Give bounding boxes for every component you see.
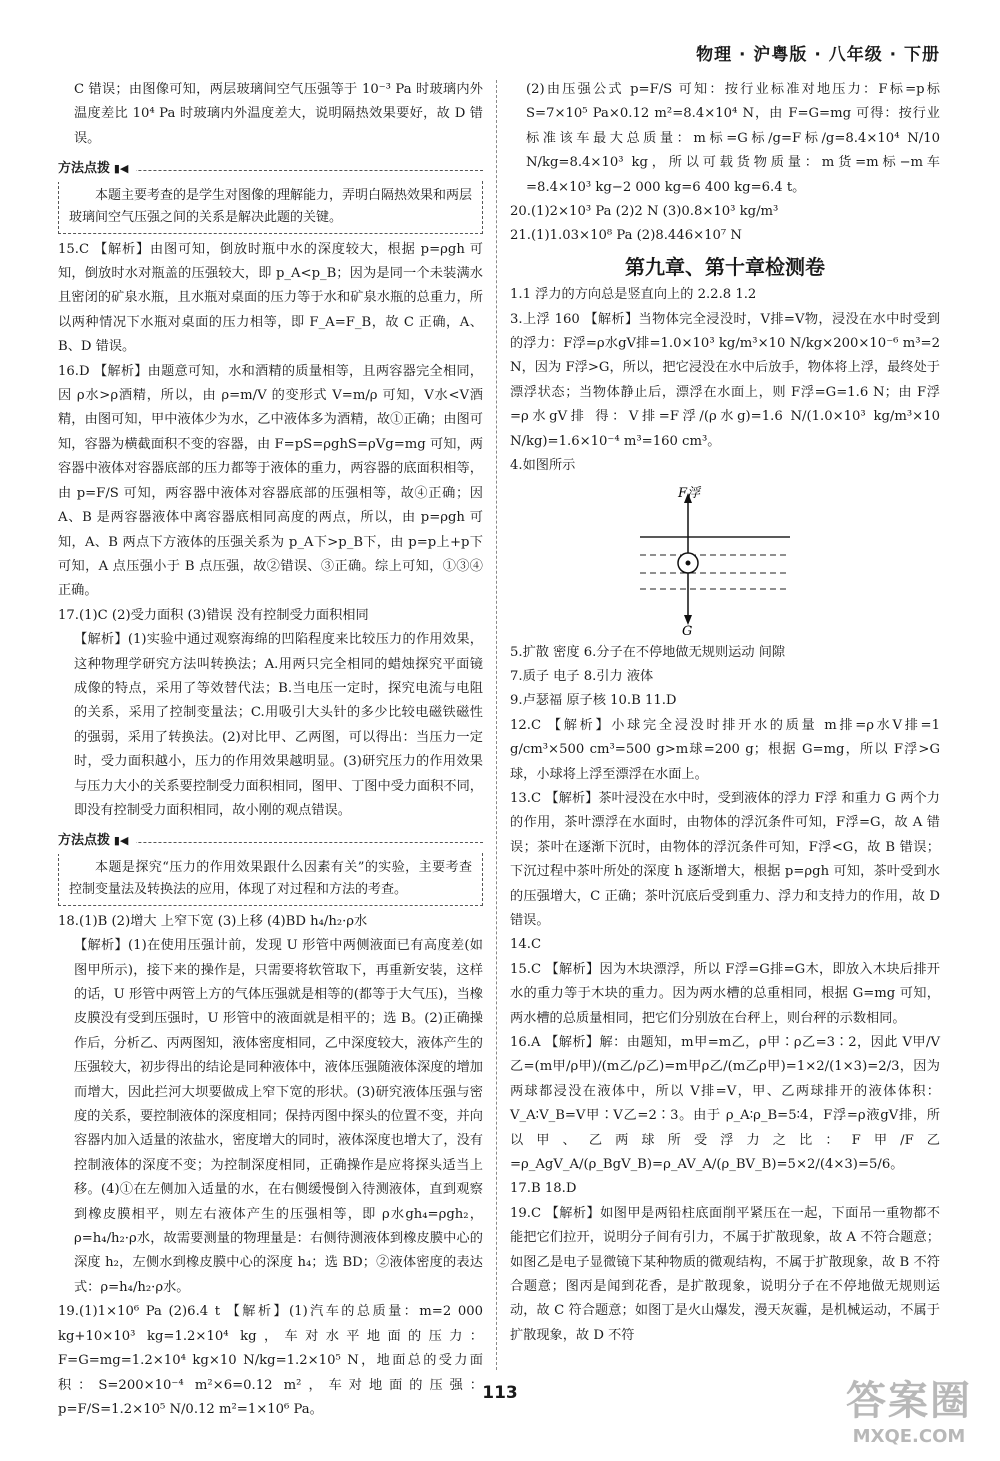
answer-item: 16.A 【解析】解：由题知，m甲=m乙，ρ甲∶ρ乙=3∶2，因此 V甲/V乙=(m甲/ρ甲)/(m乙/ρ乙)=m甲ρ乙/(m乙ρ甲)=1×2/(1×3)=2/3，因为两球都浸没在液体中，所以 V排=V，甲、乙两球排开的液体体积：V_A∶V_B=V甲∶V乙=2∶3。由于 ρ_A∶ρ_B=5∶4，F浮=ρ液gV排，所以甲、乙两球所受浮力之比：F甲/F乙=ρ_AgV_A/(ρ_BgV_B)=ρ_AV_A/(ρ_BV_B)=5×2/(4×3)=5/6。 — [510, 1035, 940, 1173]
right-column — [510, 78, 940, 1348]
answer-item: 16.D 【解析】由题意可知，水和酒精的质量相等，且两容器完全相同，因 ρ水>ρ酒精，所以，由 ρ=m/V 的变形式 V=m/ρ 可知，V水<V酒精，由图可知，甲中液体少为水，乙中液体多为酒精，故①正确；由图可知，容器为横截面积不变的容器，由 F=pS=ρghS=ρVg=mg 可知，两容器中液体对容器底部的压力都等于液体的重力，两容器的底面积相等，由 p=F/S 可知，两容器中液体对容器底部的压强相等，故④正确；因 A、B 是两容器液体中离容器底相同高度的两点，所以，由 p=ρgh 可知，A、B 两点下方液体的压强关系为 p_A下>p_B下，由 p=p上+p下 可知，A 点压强小于 B 点压强，故②错误、③正确。综上可知，①③④正确。 — [58, 363, 483, 599]
left-column — [58, 78, 483, 1422]
answer-item: 21.(1)1.03×10⁸ Pa (2)8.446×10⁷ N — [510, 228, 742, 244]
answer-item: 5.扩散 密度 6.分子在不停地做无规则运动 间隙 — [510, 644, 786, 660]
page-header: 物理 · 沪粤版 · 八年级 · 下册 — [696, 45, 940, 65]
answer-item: 1.1 浮力的方向总是竖直向上的 2.2.8 1.2 — [510, 287, 757, 303]
answer-item: (2)由压强公式 p=F/S 可知：按行业标准对地压力：F标=p标S=7×10⁵ Pa×0.12 m²=8.4×10⁴ N，由 F=G=mg 可得：按行业标准该车最大总质量：m标=G标/g=F标/g=8.4×10⁴ N/10 N/kg=8.4×10³ kg，所以可载货物质量：m货=m标−m车=8.4×10³ kg−2 000 kg=6 400 kg=6.4 t。 — [526, 82, 940, 195]
ball-center — [686, 560, 691, 565]
answer-item: 9.卢瑟福 原子核 10.B 11.D — [510, 693, 677, 709]
method-tip — [58, 829, 483, 905]
method-tip-title: 方法点拨 ▮◀ — [58, 829, 136, 853]
answer-item: 13.C 【解析】茶叶浸没在水中时，受到液体的浮力 F浮 和重力 G 两个力的作用，茶叶漂浮在水面时，由物体的浮沉条件可知，F浮=G，故 A 错误；茶叶在逐渐下沉时，由物体的浮沉条件可知，F浮<G，故 B 错误；下沉过程中茶叶所处的深度 h 逐渐增大，根据 p=ρgh 可知，茶叶受到水的压强增大，C 正确；茶叶沉底后受到重力、浮力和支持力的作用，故 D 错误。 — [510, 790, 940, 928]
answer-item: C 错误；由图像可知，两层玻璃间空气压强等于 10⁻³ Pa 时玻璃内外温度差比 10⁴ Pa 时玻璃内外温度差大，说明隔热效果要好，故 D 错误。 — [74, 82, 483, 146]
watermark-url: MXQE.COM — [852, 1426, 966, 1447]
answer-item: 17.(1)C (2)受力面积 (3)错误 没有控制受力面积相同 — [58, 607, 369, 623]
answer-item: 3.上浮 160 【解析】当物体完全浸没时，V排=V物，浸没在水中时受到的浮力：F浮=ρ水gV排=1.0×10³ kg/m³×10 N/kg×200×10⁻⁶ m³=2 N，因为 F浮>G，所以，把它浸没在水中后放手，物体将上浮，最终处于漂浮状态；当物体静止后，漂浮在水面上，则 F浮=G=1.6 N；由 F浮=ρ水gV排 得：V排=F浮/(ρ水g)=1.6 N/(1.0×10³ kg/m³×10 N/kg)=1.6×10⁻⁴ m³=160 cm³。 — [510, 311, 940, 449]
answer-item: 19.C 【解析】如图甲是两铅柱底面削平紧压在一起，下面吊一重物都不能把它们拉开，说明分子间有引力，不属于扩散现象，故 A 不符合题意；如图乙是电子显微镜下某种物质的微观结构，不属于扩散现象，故 B 不符合题意；图丙是闻到花香，是扩散现象，说明分子在不停地做无规则运动，故 C 符合题意；如图丁是火山爆发，漫天灰霾，是机械运动，不属于扩散现象，故 D 不符 — [510, 1205, 940, 1343]
answer-item: 15.C 【解析】由图可知，倒放时瓶中水的深度较大，根据 p=ρgh 可知，倒放时水对瓶盖的压强较大，即 p_A<p_B；因为是同一个未装满水且密闭的矿泉水瓶，且水瓶对桌面的压力等于水和矿泉水瓶的总重力，所以两种情况下水瓶对桌面的压力相等，即 F_A=F_B，故 C 正确，A、B、D 错误。 — [58, 241, 483, 355]
answer-item: 7.质子 电子 8.引力 液体 — [510, 668, 654, 684]
answer-item: 【解析】(1)在使用压强计前，发现 U 形管中两侧液面已有高度差(如图甲所示)，接下来的操作是，只需要将软管取下，再重新安装，这样的话，U 形管中两管上方的气体压强就是相等的(都等于大气压)，当橡皮膜没有受到压强时，U 形管中的液面就是相平的；选 B。(2)正确操作后，分析乙、丙两图知，液体密度相同，乙中深度较大，液体产生的压强较大，初步得出的结论是同种液体中，液体压强随液体深度的增加而增大，因此拦河大坝要做成上窄下宽的形状。(3)研究液体压强与密度的关系，要控制液体的深度相同；保持丙图中探头的位置不变，并向容器内加入适量的浓盐水，密度增大的同时，液体深度也增大了，没有控制液体的深度不变；为控制深度相同，正确操作是应将探头适当上移。(4)①在左侧加入适量的水，在右侧缓慢倒入待测液体，直到观察到橡皮膜相平，则左右液体产生的压强相等，即 ρ水gh₄=ρgh₂，ρ=h₄/h₂·ρ水，故需要测量的物理量是：右侧待测液体到橡皮膜中心的深度 h₂，左侧水到橡皮膜中心的深度 h₄；选 BD；②液体密度的表达式：ρ=h₄/h₂·ρ水。 — [74, 938, 483, 1295]
answer-item: 4.如图所示 — [510, 458, 576, 474]
force-diagram-svg — [630, 485, 800, 635]
method-tip-title: 方法点拨 ▮◀ — [58, 157, 136, 181]
method-tip-text: 本题主要考查的是学生对图像的理解能力，弄明白隔热效果和两层玻璃间空气压强之间的关系是解决此题的关键。 — [58, 181, 483, 234]
chapter-title: 第九章、第十章检测卷 — [625, 254, 825, 279]
method-tip-text: 本题是探究“压力的作用效果跟什么因素有关”的实验，主要考查控制变量法及转换法的应用，体现了对过程和方法的考查。 — [58, 853, 483, 906]
watermark-logo: 答案圈 — [846, 1378, 972, 1424]
answer-item: 14.C — [510, 937, 542, 953]
answer-item: 12.C 【解析】小球完全浸没时排开水的质量 m排=ρ水V排=1 g/cm³×500 cm³=500 g>m球=200 g；根据 G=mg，所以 F浮>G球，小球将上浮至漂浮在水面上。 — [510, 717, 940, 782]
watermark — [846, 1369, 972, 1447]
answer-item: 【解析】(1)实验中通过观察海绵的凹陷程度来比较压力的作用效果，这种物理学研究方法叫转换法；A.用两只完全相同的蜡烛探究平面镜成像的特点，采用了等效替代法；B.当电压一定时，探究电流与电阻的关系，采用了控制变量法；C.用吸引大头针的多少比较电磁铁磁性的强弱，采用了转换法。(2)对比甲、乙两图，可以得出：当压力一定时，受力面积越小，压力的作用效果越明显。(3)研究压力的作用效果与压力大小的关系要控制受力面积相同，图甲、丁图中受力面积不同，即没有控制受力面积相同，故小刚的观点错误。 — [74, 632, 483, 818]
answer-item: 19.(1)1×10⁶ Pa (2)6.4 t 【解析】(1)汽车的总质量：m=2 000 kg+10×10³ kg=1.2×10⁴ kg，车对水平地面的压力：F=G=mg=1.2×10⁴ kg×10 N/kg=1.2×10⁵ N，地面总的受力面积：S=200×10⁻⁴ m²×6=0.12 m²，车对地面的压强：p=F/S=1.2×10⁵ N/0.12 m²=1×10⁶ Pa。 — [58, 1304, 483, 1417]
buoyancy-diagram — [510, 485, 940, 635]
answer-item: 17.B 18.D — [510, 1181, 577, 1197]
answer-item: 18.(1)B (2)增大 上窄下宽 (3)上移 (4)BD h₄/h₂·ρ水 — [58, 913, 368, 929]
buoyancy-label: F浮 — [678, 485, 701, 501]
answer-item: 20.(1)2×10³ Pa (2)2 N (3)0.8×10³ kg/m³ — [510, 204, 779, 220]
answer-item: 15.C 【解析】因为木块漂浮，所以 F浮=G排=G木，即放入木块后排开水的重力等于木块的重力。因为两水槽的总重相同，根据 G=mg 可知，两水槽的总质量相同，把它们分别放在台秤上，则台秤的示数相同。 — [510, 961, 940, 1026]
gravity-label: G — [682, 623, 693, 635]
page-number: 113 — [482, 1383, 518, 1403]
method-tip — [58, 157, 483, 233]
column-divider — [496, 80, 497, 1370]
